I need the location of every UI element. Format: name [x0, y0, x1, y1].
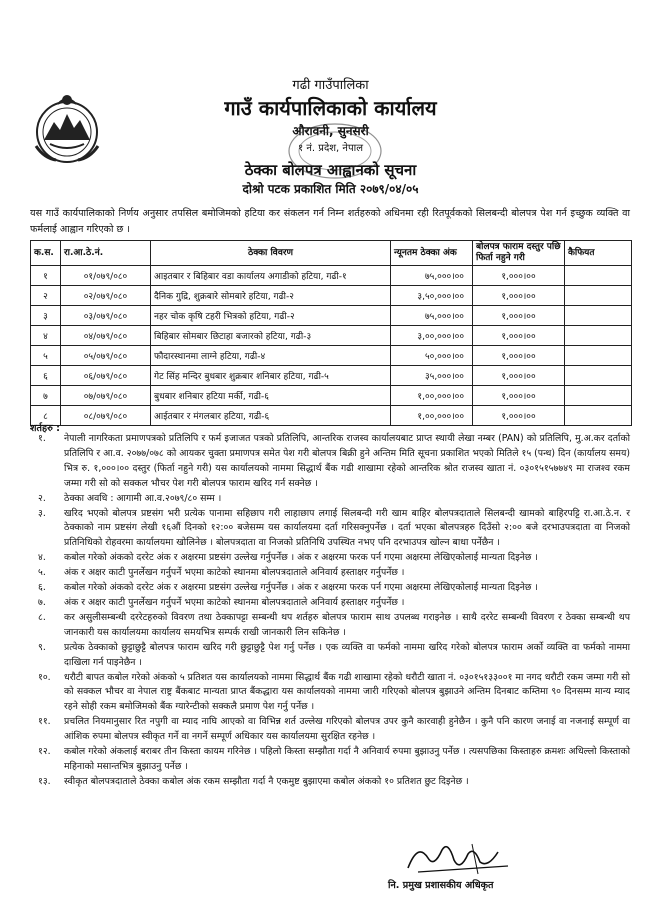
- cell-description: बुधबार शनिबार हटिया मर्की, गढी-६: [151, 386, 391, 406]
- cell-min-amount: १,००,०००।००: [391, 406, 473, 426]
- cell-form-fee: १,०००।००: [473, 366, 565, 386]
- term-item: [30, 551, 630, 566]
- cell-tender-no: ०१/०७९/०८०: [61, 266, 151, 286]
- cell-form-fee: १,०००।००: [473, 406, 565, 426]
- tender-table: [30, 240, 632, 426]
- cell-description: गेट सिंह मन्दिर बुधबार शुक्रबार शनिबार हटिया, गढी-५: [151, 366, 391, 386]
- table-row: [31, 266, 632, 286]
- office-seal-stamp: [285, 120, 385, 182]
- cell-min-amount: ३५,०००।००: [391, 366, 473, 386]
- term-number: ६.: [38, 582, 46, 594]
- term-number: ९.: [38, 641, 46, 653]
- intro-paragraph: यस गाउँ कार्यपालिकाको निर्णय अनुसार तपसिल बमोजिमको हटिया कर संकलन गर्न निम्न शर्तहरुको अधिनमा रही रितपूर्वकको सिलबन्दी बोलपत्र पेश गर्न इच्छुक व्यक्ति वा फर्मलाई आह्वान गरिएको छ ।: [30, 208, 630, 235]
- term-text: अंक र अक्षर काटी पुनर्लेखन गर्नुपर्ने भएमा काटेको स्थानमा बोलपत्रदाताले अनिवार्य हस्ताक्षर गर्नुपर्नेछ ।: [64, 596, 405, 608]
- cell-sn: ३: [31, 306, 61, 326]
- cell-form-fee: १,०००।००: [473, 346, 565, 366]
- term-number: ८.: [38, 611, 46, 623]
- table-row: [31, 346, 632, 366]
- signature-block: [388, 838, 538, 900]
- cell-tender-no: ०२/०७९/०८०: [61, 286, 151, 306]
- cell-description: नहर चोक कृषि टहरी भित्रको हटिया, गढी-२: [151, 306, 391, 326]
- term-item: [30, 432, 630, 492]
- cell-remarks: [565, 326, 632, 346]
- signatory-designation: नि. प्रमुख प्रशासकीय अधिकृत: [388, 880, 494, 891]
- municipality-name: गढी गाउँपालिका: [292, 78, 369, 93]
- cell-min-amount: ३,००,०००।००: [391, 326, 473, 346]
- term-text: नेपाली नागरिकता प्रमाणपत्रको प्रतिलिपि र फर्म इजाजत पत्रको प्रतिलिपि, आन्तरिक राजस्व कार्यालयबाट प्राप्त स्थायी लेखा नम्बर (PAN) को प्रतिलिपि, मु.अ.कर दर्ताको प्रतिलिपि र आ.व. २०७७/०७८ को आयकर चुक्ता प्रमाणपत्र समेत पेश गरी बोलपत्र बिक्री हुने अन्तिम मिति सूचना प्रकाशित भएको मितिले १५ (पन्ध) दिन (कार्यालय समय) भित्र रु. १,०००।०० दस्तुर (फिर्ता नहुने गरी) यस कार्यालयको नाममा सिद्धार्थ बैंक गढी शाखामा रहेको आन्तरिक श्रोत राजस्व खाता नं. ०३०१५१५७७४९ मा राजश्व रकम जम्मा गरी सो को सक्कल भौचर पेश गरी बोलपत्र फाराम खरिद गर्न सक्नेछ ।: [64, 433, 630, 489]
- term-number: १.: [38, 433, 46, 444]
- cell-remarks: [565, 406, 632, 426]
- term-item: [30, 611, 630, 641]
- cell-remarks: [565, 346, 632, 366]
- term-text: कबोल गरेको अंकको दररेट अंक र अक्षरमा प्रष्टसंग उल्लेख गर्नुपर्नेछ । अंक र अक्षरमा फरक पर्न गएमा अक्षरमा लेखिएकोलाई मान्यता दिइनेछ ।: [64, 552, 538, 564]
- term-number: ११.: [38, 716, 51, 728]
- term-text: प्रचलित नियमानुसार रित नपुगी वा म्याद नाघि आएको वा विभिन्न शर्त उल्लेख गरिएको बोलपत्र उपर कुनै कारवाही हुनेछैन । कुनै पनि कारण जनाई वा नजनाई सम्पूर्ण वा आंशिक रुपमा बोलपत्र स्वीकृत गर्ने वा नगर्ने सम्पूर्ण अधिकार यस कार्यालयमा सुरक्षित रहनेछ ।: [64, 716, 630, 743]
- col-header-form-fee: बोलपत्र फाराम दस्तुर पछि फिर्ता नहुने गरी: [473, 241, 565, 266]
- table-row: [31, 306, 632, 326]
- cell-tender-no: ०६/०७९/०८०: [61, 366, 151, 386]
- cell-form-fee: १,०००।००: [473, 266, 565, 286]
- col-header-description: ठेक्का विवरण: [151, 241, 391, 266]
- table-row: [31, 406, 632, 426]
- term-text: कबोल गरेको अंकको दररेट अंक र अक्षरमा प्रष्टसंग उल्लेख गर्नुपर्नेछ । अंक र अक्षरमा फरक पर्न गएमा अक्षरमा लेखिएकोलाई मान्यता दिइनेछ ।: [64, 582, 538, 594]
- cell-min-amount: ५०,०००।००: [391, 346, 473, 366]
- cell-remarks: [565, 366, 632, 386]
- term-text: कबोल गरेको अंकलाई बराबर तीन किस्ता कायम गरिनेछ । पहिलो किस्ता सम्झौता गर्दा नै अनिवार्य रुपमा बुझाउनु पर्नेछ । त्यसपछिका किस्ताहरु क्रमशः अधिल्लो किस्ताको महिनाको मसान्तभित्र बुझाउनु पर्नेछ ।: [64, 746, 630, 772]
- cell-min-amount: ३,५०,०००।००: [391, 286, 473, 306]
- cell-description: बिहिबार सोमबार छिटाहा बजारको हटिया, गढी-३: [151, 326, 391, 346]
- term-item: [30, 641, 630, 671]
- terms-heading: शर्तहरु :: [30, 423, 61, 434]
- office-address: औरावनी, सुनसरी: [292, 124, 369, 138]
- cell-min-amount: १,००,०००।००: [391, 386, 473, 406]
- cell-min-amount: ७५,०००।००: [391, 266, 473, 286]
- col-header-tender-no: रा.आ.ठे.नं.: [61, 241, 151, 266]
- cell-form-fee: १,०००।००: [473, 286, 565, 306]
- cell-description: फौदारस्थानमा लाग्ने हटिया, गढी-४: [151, 346, 391, 366]
- cell-tender-no: ०८/०७९/०८०: [61, 406, 151, 426]
- cell-remarks: [565, 306, 632, 326]
- notice-title: ठेक्का बोलपत्र आह्वानको सूचना: [244, 161, 417, 179]
- cell-sn: ६: [31, 366, 61, 386]
- cell-description: आइतबार र बिहिबार वडा कार्यालय अगाडीको हटिया, गढी-१: [151, 266, 391, 286]
- term-item: [30, 745, 630, 775]
- term-number: १०.: [38, 671, 51, 683]
- cell-form-fee: १,०००।००: [473, 326, 565, 346]
- term-number: १२.: [38, 746, 51, 758]
- term-item: [30, 715, 630, 745]
- term-item: [30, 775, 630, 790]
- term-number: १३.: [38, 775, 51, 787]
- term-item: [30, 671, 630, 716]
- cell-sn: ५: [31, 346, 61, 366]
- term-item: [30, 507, 630, 552]
- terms-list: [30, 432, 630, 790]
- term-text: कर असुलीसम्बन्धी दररेटहरुको विवरण तथा ठेक्कापट्टा सम्बन्धी थप शर्तहरु बोलपत्र फाराम साथ उपलब्ध गराइनेछ । साथै दररेट सम्बन्धी विवरण र ठेक्का सम्बन्धी थप जानकारी यस कार्यालयमा कार्यालय समयभित्र सम्पर्क राखी जानकारी लिन सकिनेछ ।: [64, 611, 630, 638]
- term-text: धरौटी बापत कबोल गरेको अंकको ५ प्रतिशत यस कार्यालयको नाममा सिद्धार्थ बैंक गढी शाखामा रहेको धरौटी खाता नं. ०३०१५१३३००१ मा नगद धरौटी रकम जम्मा गरी सो को सक्कल भौचर वा नेपाल राष्ट्र बैंकबाट मान्यता प्राप्त बैंकद्धारा यस कार्यालयको नाममा जारी गरिएको बोलपत्र बुझाउने अन्तिम दिनबाट कम्तिमा ९० दिनसम्म मान्य म्याद रहने सोही रकम बमोजिमको बैंक ग्यारेन्टीको सक्कलै प्रमाण पेश गर्नु पर्नेछ ।: [64, 671, 630, 713]
- cell-remarks: [565, 386, 632, 406]
- col-header-min-amount: न्यूनतम ठेक्का अंक: [391, 241, 473, 266]
- cell-sn: १: [31, 266, 61, 286]
- cell-sn: ४: [31, 326, 61, 346]
- table-row: [31, 386, 632, 406]
- term-item: [30, 492, 630, 507]
- term-item: [30, 566, 630, 581]
- term-text: खरिद भएको बोलपत्र प्रष्टसंग भरी प्रत्येक पानामा सहिछाप गरी लाहाछाप लगाई सिलबन्दी गरी खाम बाहिर बोलपत्रदाताले सिलबन्दी खामको बाहिरपट्टि रा.आ.ठे.न. र ठेक्काको नाम प्रष्टसंग लेखी १६औं दिनको १२:०० बजेसम्म यस कार्यालयमा दर्ता गरिसक्नुपर्नेछ । दर्ता भएका बोलपत्रहरु दिउँसो २:०० बजे दरभाउपत्रदाता वा निजको प्रतिनिधिको रोहवरमा कार्यालयमा खोलिनेछ । बोलपत्रदाता वा निजको प्रतिनिधि उपस्थित नभए पनि दरभाउपत्र खोल्न बाधा पर्नेछैन ।: [64, 507, 630, 549]
- col-header-remarks: कैफियत: [565, 241, 632, 266]
- term-number: ३.: [38, 507, 46, 519]
- term-text: ठेक्का अवधि : आगामी आ.व.२०७९/८० सम्म ।: [64, 492, 222, 504]
- cell-sn: ८: [31, 406, 61, 426]
- table-row: [31, 326, 632, 346]
- term-text: स्वीकृत बोलपत्रदाताले ठेक्का कबोल अंक रकम सम्झौता गर्दा नै एकमुष्ट बुझाएमा कबोल अंकको १० प्रतिशत छुट दिइनेछ ।: [64, 775, 469, 787]
- term-number: ७.: [38, 596, 46, 608]
- term-number: २.: [38, 492, 46, 504]
- cell-tender-no: ०३/०७९/०८०: [61, 306, 151, 326]
- cell-tender-no: ०४/०७९/०८०: [61, 326, 151, 346]
- col-header-sn: क.स.: [31, 241, 61, 266]
- province-line: १ नं. प्रदेश, नेपाल: [297, 143, 364, 154]
- term-number: ४.: [38, 552, 46, 564]
- cell-sn: ७: [31, 386, 61, 406]
- table-row: [31, 366, 632, 386]
- cell-remarks: [565, 266, 632, 286]
- cell-form-fee: १,०००।००: [473, 306, 565, 326]
- term-item: [30, 596, 630, 611]
- cell-sn: २: [31, 286, 61, 306]
- table-row: [31, 286, 632, 306]
- cell-form-fee: १,०००।००: [473, 386, 565, 406]
- cell-description: आईतबार र मंगलबार हटिया, गढी-६: [151, 406, 391, 426]
- office-name: गाउँ कार्यपालिकाको कार्यालय: [224, 96, 437, 120]
- cell-min-amount: ७५,०००।००: [391, 306, 473, 326]
- cell-tender-no: ०५/०७९/०८०: [61, 346, 151, 366]
- publication-date: दोश्रो पटक प्रकाशित मिति २०७९/०४/०५: [242, 182, 419, 196]
- cell-remarks: [565, 286, 632, 306]
- term-number: ५.: [38, 567, 46, 579]
- term-text: अंक र अक्षर काटी पुनर्लेखन गर्नुपर्ने भएमा काटेको स्थानमा बोलपत्रदाताले अनिवार्य हस्ताक्षर गर्नुपर्नेछ ।: [64, 567, 405, 579]
- cell-description: दैनिक गुद्रि, शुक्रबारे सोमबारे हटिया, गढी-२: [151, 286, 391, 306]
- table-header-row: [31, 241, 632, 266]
- term-item: [30, 581, 630, 596]
- handwritten-signature-icon: [388, 838, 538, 878]
- term-text: प्रत्येक ठेक्काको छुट्टाछुट्टै बोलपत्र फाराम खरिद गरी छुट्टाछुट्टै पेश गर्नु पर्नेछ । एक व्यक्ति वा फर्मको नाममा खरिद गरेको बोलपत्र फाराम अर्को व्यक्ति वा फर्मको नाममा दाखिला गर्न पाइनेछैन ।: [64, 641, 630, 668]
- cell-tender-no: ०७/०७९/०८०: [61, 386, 151, 406]
